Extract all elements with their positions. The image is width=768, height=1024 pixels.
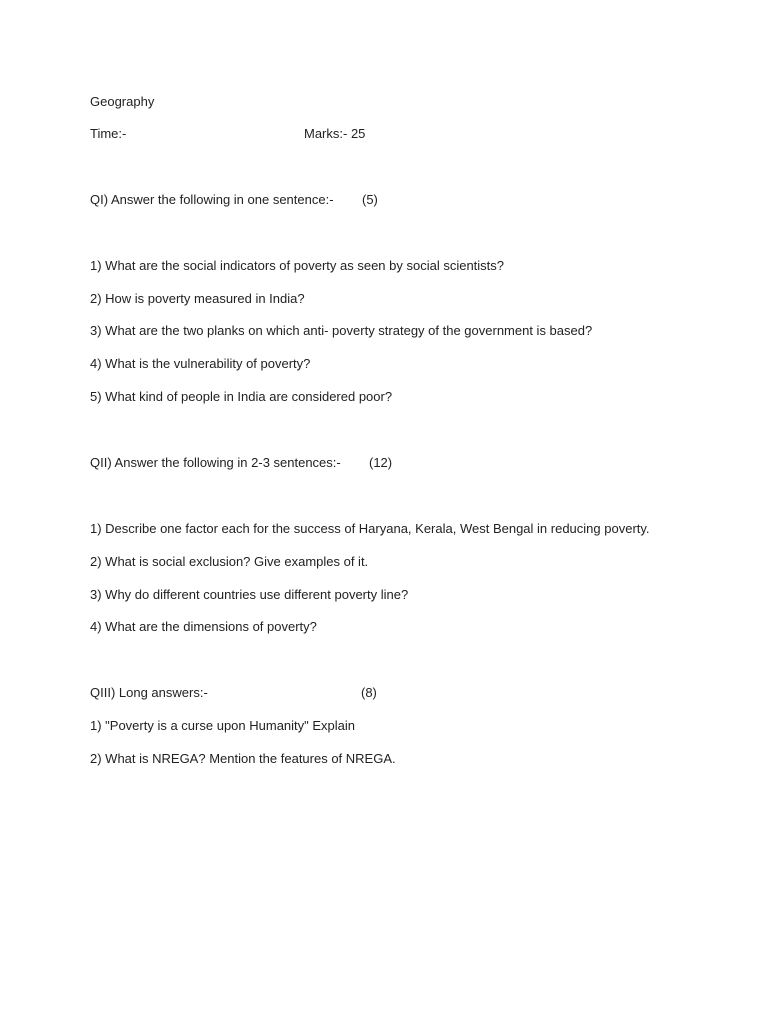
question-item: 2) How is poverty measured in India? [90, 291, 305, 306]
question-item: 2) What is NREGA? Mention the features of NREGA. [90, 751, 396, 766]
section-marks-1: (5) [362, 192, 378, 207]
question-item: 4) What are the dimensions of poverty? [90, 619, 317, 634]
section-heading-3: QIII) Long answers:- [90, 685, 208, 700]
question-item: 1) What are the social indicators of poverty as seen by social scientists? [90, 258, 505, 273]
question-item: 3) What are the two planks on which anti- poverty strategy of the government is based? [90, 323, 593, 338]
total-marks: Marks:- 25 [304, 126, 366, 141]
question-item: 2) What is social exclusion? Give examples of it. [90, 554, 369, 569]
question-item: 3) Why do different countries use different poverty line? [90, 587, 409, 602]
section-marks-3: (8) [361, 685, 377, 700]
section-marks-2: (12) [369, 455, 393, 470]
subject-title: Geography [90, 94, 155, 109]
section-heading-1: QI) Answer the following in one sentence:- [90, 192, 334, 207]
question-item: 5) What kind of people in India are considered poor? [90, 389, 393, 404]
time-label: Time:- [90, 126, 127, 141]
question-item: 4) What is the vulnerability of poverty? [90, 356, 311, 371]
question-item: 1) Describe one factor each for the success of Haryana, Kerala, West Bengal in reducing poverty. [90, 521, 650, 536]
section-heading-2: QII) Answer the following in 2-3 sentences:- [90, 455, 341, 470]
question-item: 1) "Poverty is a curse upon Humanity" Explain [90, 718, 356, 733]
